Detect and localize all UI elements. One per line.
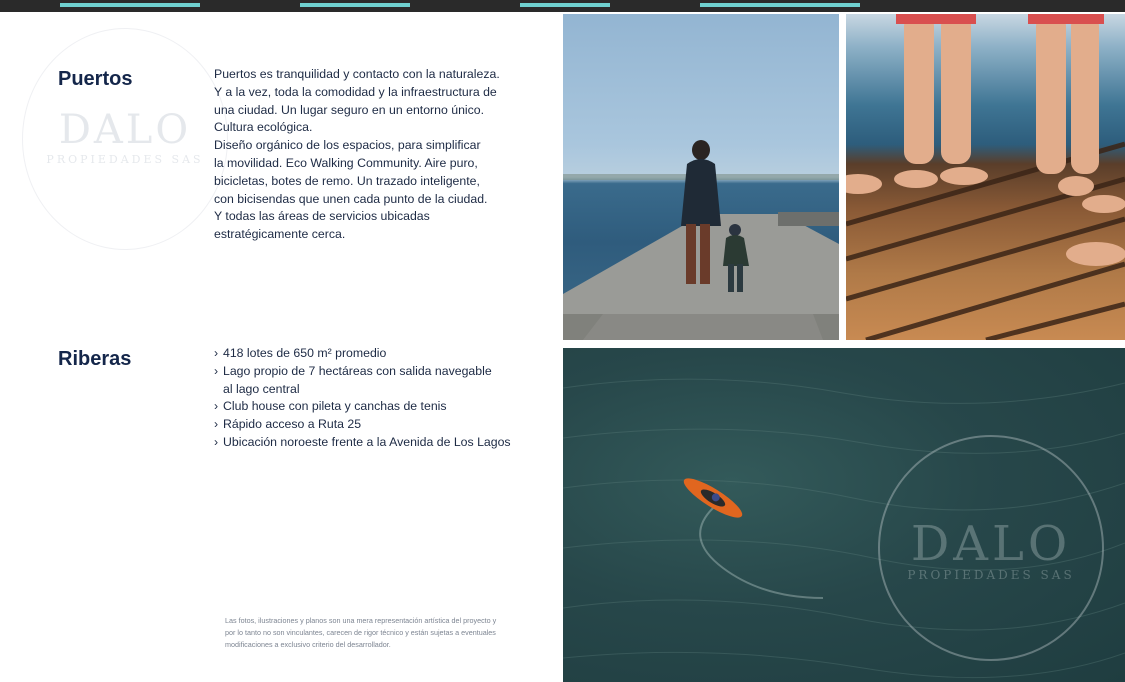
list-item-text: Ubicación noroeste frente a la Avenida de Los Lagos <box>223 434 511 449</box>
strip-accent <box>520 3 610 7</box>
strip-accent <box>700 3 860 7</box>
dock-illustration <box>846 14 1125 340</box>
text-panel <box>6 14 562 682</box>
list-item-continuation: al lago central <box>223 381 300 396</box>
puertos-line: Y todas las áreas de servicios ubicadas <box>214 209 430 224</box>
photo-aerial-kayak <box>563 348 1125 682</box>
puertos-line: Diseño orgánico de los espacios, para simplificar <box>214 138 481 153</box>
photo-pier-family <box>563 14 839 340</box>
puertos-line: con bicisendas que unen cada punto de la ciudad. <box>214 191 488 206</box>
list-item <box>214 345 554 363</box>
disclaimer-line: Las fotos, ilustraciones y planos son una mera representación artística del proyecto y <box>225 616 497 625</box>
watermark-seal-left <box>22 28 228 250</box>
puertos-line: Y a la vez, toda la comodidad y la infraestructura de <box>214 84 497 99</box>
puertos-line: bicicletas, botes de remo. Un trazado inteligente, <box>214 173 480 188</box>
watermark-brand-right: DALO <box>910 516 1072 572</box>
strip-accent <box>300 3 410 7</box>
section-title-riberas: Riberas <box>58 348 132 370</box>
watermark-subtitle-right: PROPIEDADES SAS <box>907 568 1075 582</box>
legal-disclaimer <box>225 615 545 651</box>
disclaimer-line: modificaciones a exclusivo criterio del desarrollador. <box>225 640 391 649</box>
section-title-puertos: Puertos <box>58 68 133 90</box>
strip-accent <box>60 3 200 7</box>
list-item-text: 418 lotes de 650 m² promedio <box>223 346 387 360</box>
riberas-feature-list <box>214 345 554 452</box>
list-item <box>214 398 554 416</box>
list-item <box>214 363 554 399</box>
pier-illustration <box>563 14 839 340</box>
list-item-text: Rápido acceso a Ruta 25 <box>223 417 362 432</box>
list-item-text: Lago propio de 7 hectáreas con salida navegable <box>223 363 492 378</box>
list-item-text: Club house con pileta y canchas de tenis <box>223 399 447 414</box>
watermark-subtitle: PROPIEDADES SAS <box>46 153 204 166</box>
list-item <box>214 434 554 452</box>
puertos-line: una ciudad. Un lugar seguro en un entorno único. <box>214 102 485 117</box>
lake-illustration <box>563 348 1125 682</box>
disclaimer-line: por lo tanto no son vinculantes, carecen de rigor técnico y están sujetas a eventuales <box>225 628 496 637</box>
watermark-brand: DALO <box>58 107 192 153</box>
photo-feet-dock <box>846 14 1125 340</box>
puertos-line: Cultura ecológica. <box>214 120 313 135</box>
list-item <box>214 416 554 434</box>
brochure-page <box>6 14 1125 682</box>
puertos-line: Puertos es tranquilidad y contacto con la naturaleza. <box>214 67 500 81</box>
puertos-line: la movilidad. Eco Walking Community. Aire puro, <box>214 155 478 170</box>
top-image-strip <box>0 0 1125 12</box>
puertos-line: estratégicamente cerca. <box>214 227 346 242</box>
puertos-description <box>214 66 534 244</box>
